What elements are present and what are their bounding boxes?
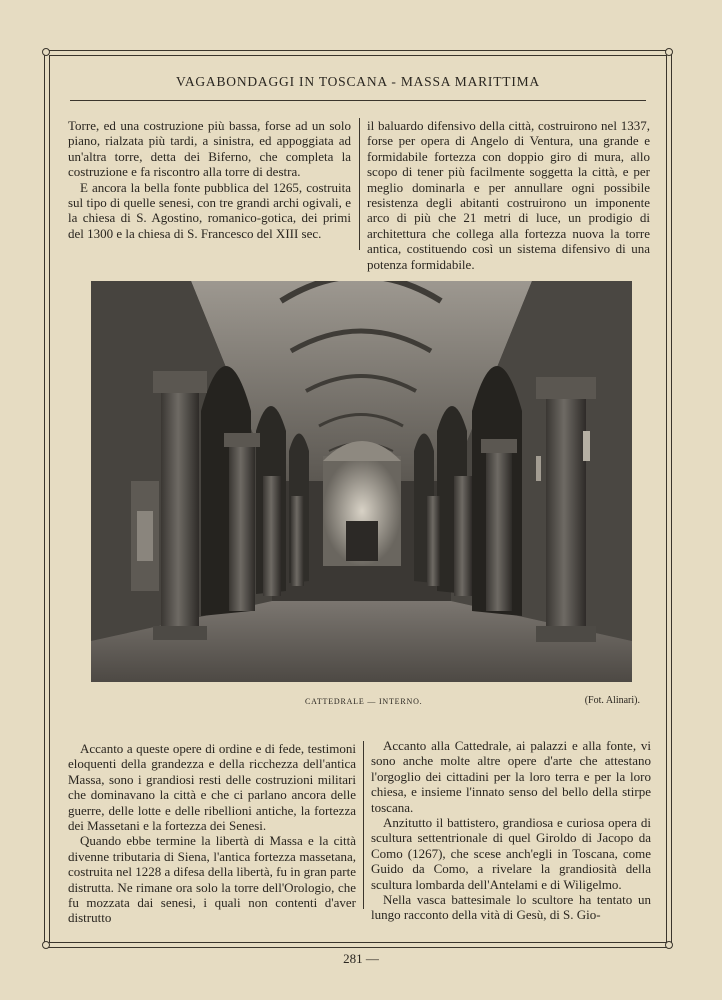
- bottom-left-column: [68, 741, 356, 926]
- frame-corner-ornament: [42, 941, 50, 949]
- running-header: VAGABONDAGGI IN TOSCANA - MASSA MARITTIMA: [176, 74, 540, 89]
- paragraph: il baluardo difensivo della città, costruirono nel 1337, forse per opera di Angelo di Ventura, una grande e formidabile fortezza con doppio giro di mura, allo scopo di tener più facilmente soggetta la città, e per meglio dominarla e per annullare ogni possibile resistenza degli abitanti costruirono un imponente arco di più che 21 metri di luce, un prodigio di architettura che collega alla fortezza nuova la torre antica, costituendo così un sistema difensivo di una potenza formidabile.: [367, 118, 650, 272]
- top-left-column: [68, 118, 351, 241]
- cathedral-interior-photo: [91, 281, 632, 682]
- figure-caption: CATTEDRALE — INTERNO.: [305, 697, 423, 706]
- photo-credit: (Fot. Alinari).: [584, 695, 640, 706]
- paragraph: Accanto alla Cattedrale, ai palazzi e alla fonte, vi sono anche molte altre opere d'arte che attestano l'orgoglio dei cittadini per la loro terra e per la loro chiesa, e insieme l'innato senso del bello della stirpe toscana.: [371, 738, 651, 815]
- frame-corner-ornament: [665, 48, 673, 56]
- paragraph: Anzitutto il battistero, grandiosa e curiosa opera di scultura settentrionale di quel Giroldo di Jacopo da Como (1267), che scese anch'egli in Toscana, come Guido da Como, a rivelare la grandiosità della scultura lombarda dell'Antelami e di Wiligelmo.: [371, 815, 651, 892]
- frame-corner-ornament: [42, 48, 50, 56]
- column-divider: [359, 118, 360, 250]
- bottom-right-column: [371, 738, 651, 923]
- top-right-column: [367, 118, 650, 272]
- header-rule: [70, 100, 646, 101]
- paragraph: Accanto a queste opere di ordine e di fede, testimoni eloquenti della grandezza e della ricchezza dell'antica Massa, sono i grandiosi resti delle costruzioni militari che dominavano la città e che ci parlano ancora delle guerre, delle lotte e delle ribellioni antiche, la fortezza dei Massetani e la fortezza dei Senesi.: [68, 741, 356, 834]
- paragraph: E ancora la bella fonte pubblica del 1265, costruita sul tipo di quelle senesi, con tre grandi archi ogivali, e la chiesa di S. Agostino, romanico-gotica, dei primi del 1300 e la chiesa di S. Francesco del XIII sec.: [68, 179, 351, 241]
- page-number: 281 —: [343, 951, 379, 966]
- paragraph: Torre, ed una costruzione più bassa, forse ad un solo piano, rialzata più tardi, a sinistra, ed appoggiata ad un'altra torre, detta dei Biferno, che completa la costruzione e fa riscontro alla torre di destra.: [68, 118, 351, 180]
- paragraph: Quando ebbe termine la libertà di Massa e la città divenne tributaria di Siena, l'antica fortezza massetana, costruita nel 1228 a difesa della libertà, fu in gran parte distrutta. Ne rimane ora solo la torre dell'Orologio, che fu mozzata dai senesi, i quali non contenti d'aver distrutto: [68, 833, 356, 926]
- paragraph: Nella vasca battesimale lo scultore ha tentato un lungo racconto della vità di Gesù, di S. Gio-: [371, 892, 651, 923]
- column-divider: [363, 741, 364, 909]
- frame-corner-ornament: [665, 941, 673, 949]
